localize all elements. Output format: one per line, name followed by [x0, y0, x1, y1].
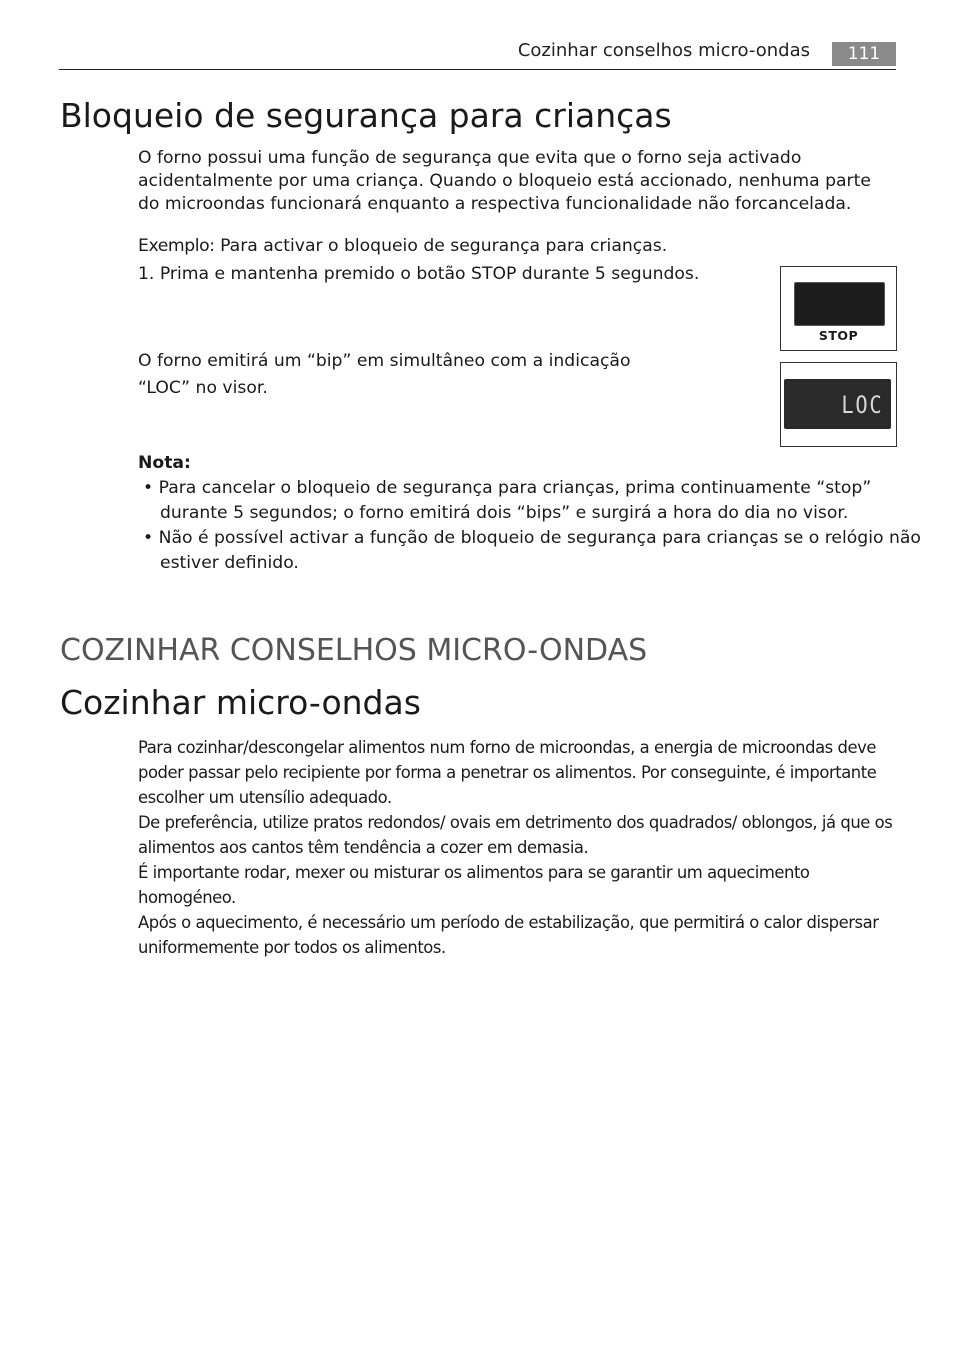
loc-display-illustration	[780, 362, 897, 447]
paragraph-line: Para cozinhar/descongelar alimentos num forno de microondas, a energia de microondas deve	[138, 738, 876, 757]
section-title-child-lock: Bloqueio de segurança para crianças	[60, 96, 672, 135]
beep-line: O forno emitirá um “bip” em simultâneo com a indicação	[138, 351, 631, 371]
example-label: Exemplo:	[138, 236, 215, 256]
paragraph-line: uniformemente por todos os alimentos.	[138, 938, 446, 957]
stop-button-label: STOP	[818, 328, 859, 343]
display-screen	[784, 379, 891, 429]
microwave-cooking-paragraph	[138, 735, 892, 960]
paragraph-line: É importante rodar, mexer ou misturar os alimentos para se garantir um aquecimento	[138, 863, 810, 882]
section-title-microwave-cooking: Cozinhar micro-ondas	[60, 683, 421, 722]
display-loc-text: LOC	[841, 391, 883, 419]
beep-line: “LOC” no visor.	[138, 378, 268, 398]
note-bullet	[143, 528, 921, 548]
paragraph-line: Após o aquecimento, é necessário um período de estabilização, que permitirá o calor dispersar	[138, 913, 879, 932]
intro-line: O forno possui uma função de segurança que evita que o forno seja activado	[138, 148, 802, 168]
page-number: 111	[832, 42, 896, 66]
intro-line: acidentalmente por uma criança. Quando o bloqueio está accionado, nenhuma parte	[138, 171, 871, 191]
note-bullet	[143, 478, 871, 498]
stop-button-illustration	[780, 266, 897, 351]
example-line	[138, 236, 667, 256]
note-continuation: estiver definido.	[160, 553, 299, 573]
chapter-title: COZINHAR CONSELHOS MICRO-ONDAS	[60, 633, 648, 668]
intro-paragraph	[138, 147, 871, 216]
intro-line: do microondas funcionará enquanto a respectiva funcionalidade não forcancelada.	[138, 194, 852, 214]
paragraph-line: poder passar pelo recipiente por forma a penetrar os alimentos. Por conseguinte, é importante	[138, 763, 877, 782]
paragraph-line: escolher um utensílio adequado.	[138, 788, 392, 807]
header-divider	[59, 69, 896, 70]
note-text: Não é possível activar a função de bloqueio de segurança para crianças se o relógio não	[158, 528, 921, 548]
step-1: 1. Prima e mantenha premido o botão STOP durante 5 segundos.	[138, 264, 700, 284]
example-text: Para activar o bloqueio de segurança para crianças.	[214, 236, 668, 256]
stop-button-shape	[794, 282, 885, 326]
paragraph-line: De preferência, utilize pratos redondos/ ovais em detrimento dos quadrados/ oblongos, já que os	[138, 813, 893, 832]
bullet-icon: •	[143, 528, 154, 548]
paragraph-line: alimentos aos cantos têm tendência a cozer em demasia.	[138, 838, 589, 857]
running-header: Cozinhar conselhos micro-ondas	[517, 40, 810, 61]
paragraph-line: homogéneo.	[138, 888, 236, 907]
note-text: Para cancelar o bloqueio de segurança para crianças, prima continuamente “stop”	[158, 478, 872, 498]
bullet-icon: •	[143, 478, 154, 498]
note-continuation: durante 5 segundos; o forno emitirá dois “bips” e surgirá a hora do dia no visor.	[160, 503, 849, 523]
note-label: Nota:	[138, 453, 191, 473]
